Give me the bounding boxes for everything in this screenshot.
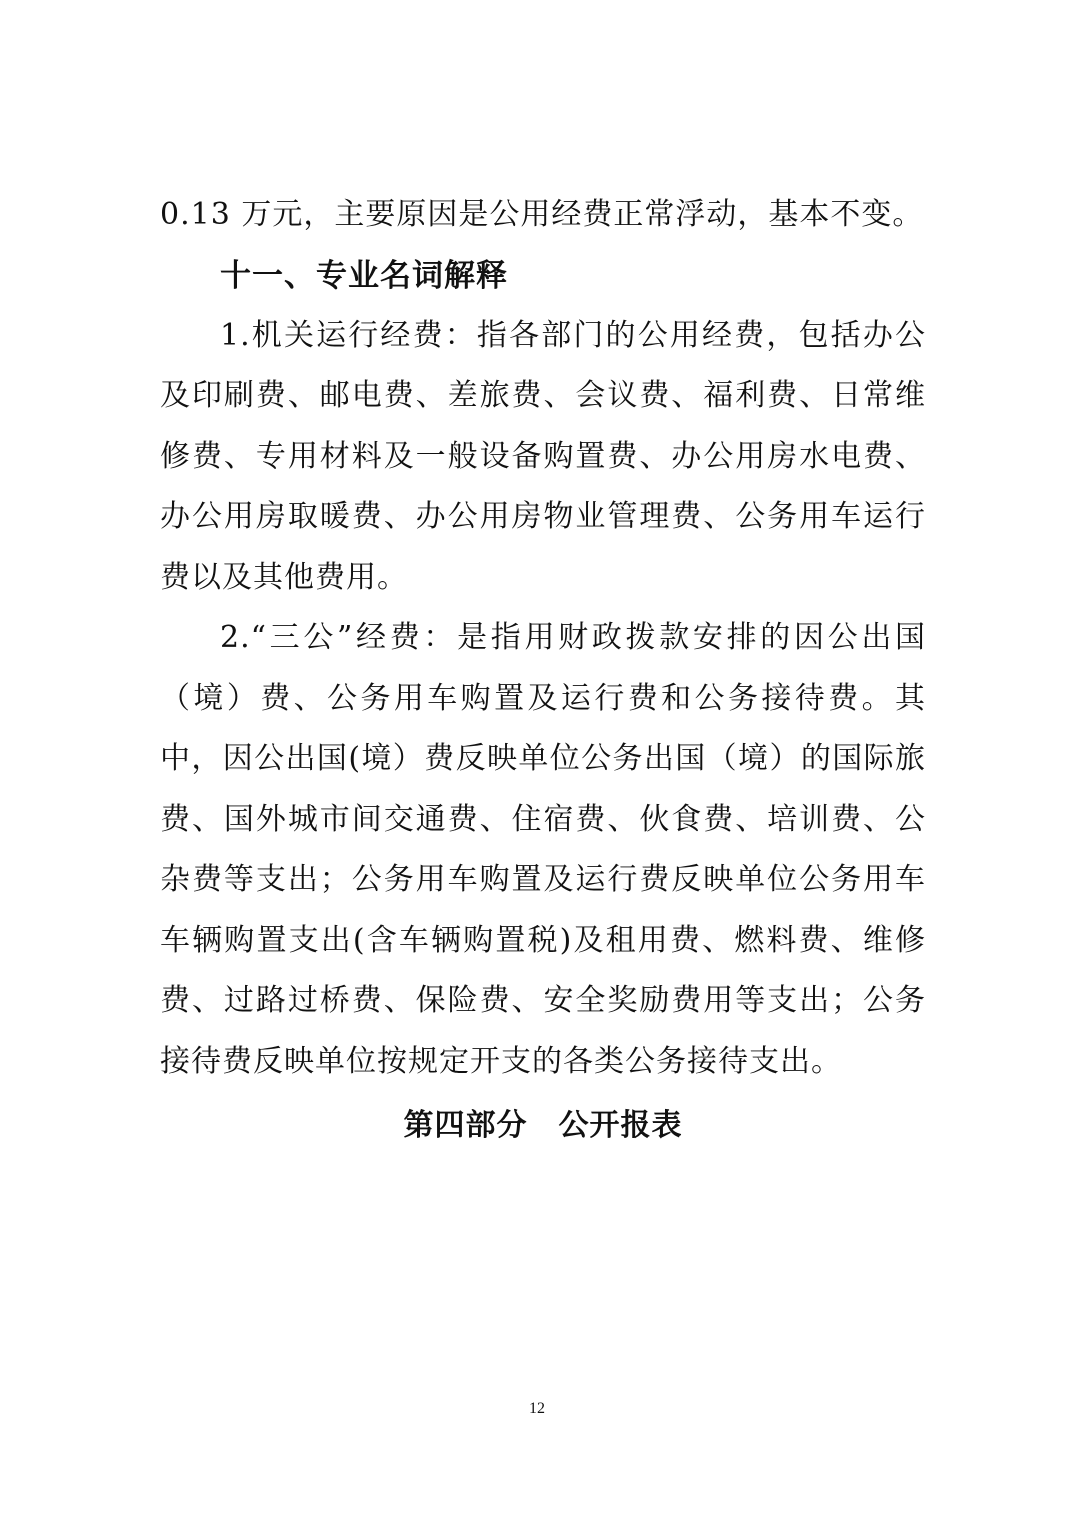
- part-heading: 第四部分 公开报表: [403, 1108, 683, 1143]
- definition-paragraph-2: 2.“三公”经费：是指用财政拨款安排的因公出国（境）费、公务用车购置及运行费和公务接待费。其中，因公出国(境）费反映单位公务出国（境）的国际旅费、国外城市间交通费、住宿费、伙食费、培训费、公杂费等支出；公务用车购置及运行费反映单位公务用车车辆购置支出(含车辆购置税)及租用费、燃料费、维修费、过路过桥费、保险费、安全奖励费用等支出；公务接待费反映单位按规定开支的各类公务接待支出。: [160, 620, 926, 1079]
- definition-paragraph-1: 1.机关运行经费：指各部门的公用经费，包括办公及印刷费、邮电费、差旅费、会议费、福利费、日常维修费、专用材料及一般设备购置费、办公用房水电费、办公用房取暖费、办公用房物业管理费、公务用车运行费以及其他费用。: [160, 317, 926, 595]
- page-number: 12: [529, 1400, 545, 1417]
- section-heading: 十一、专业名词解释: [220, 257, 508, 294]
- continuation-paragraph: 0.13 万元，主要原因是公用经费正常浮动，基本不变。: [160, 197, 924, 232]
- page-body: [160, 185, 926, 1156]
